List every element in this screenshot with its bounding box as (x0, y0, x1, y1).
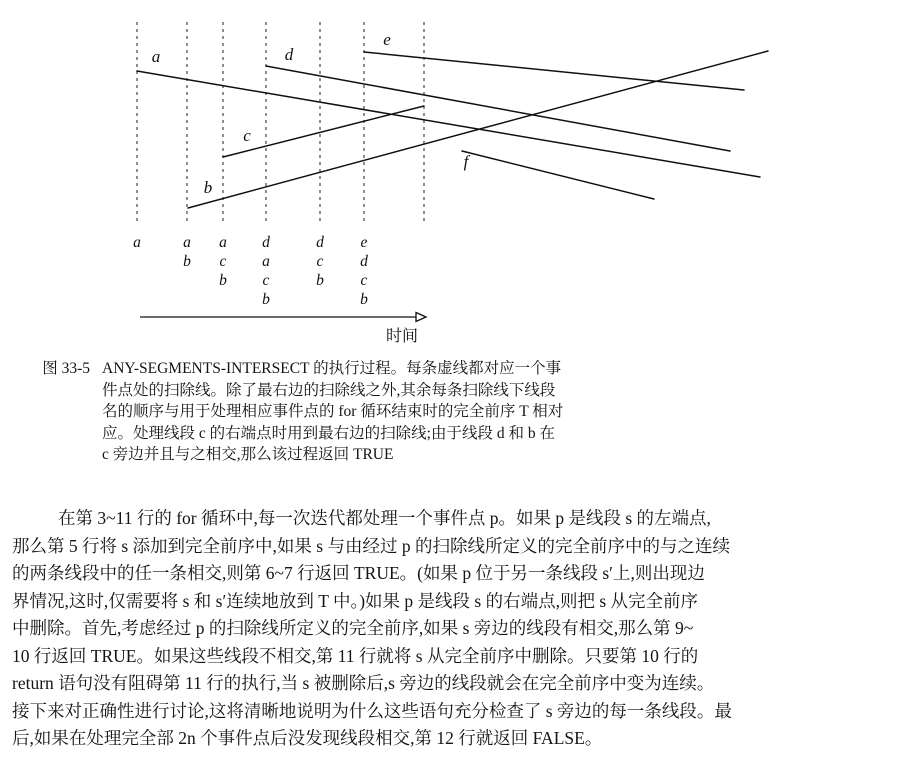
column-4-label-2: b (316, 272, 324, 289)
segment-e (364, 52, 744, 90)
column-1-label-1: b (183, 253, 191, 270)
segments-group (137, 51, 768, 208)
column-5-label-0: e (360, 234, 368, 251)
body-line-2: 的两条线段中的任一条相交,则第 6~7 行返回 TRUE。(如果 p 位于另一条线段 s′上,则出现边 (12, 563, 705, 583)
caption-number: 图 33-5 (42, 360, 90, 377)
segment-labels-group (152, 30, 471, 197)
column-4-label-0: d (316, 234, 324, 251)
figure-canvas (0, 0, 907, 350)
caption-line-4: c 旁边并且与之相交,那么该过程返回 TRUE (102, 446, 394, 463)
segment-label-c: c (243, 126, 251, 145)
caption-first-row (0, 358, 907, 466)
column-5-label-1: d (360, 253, 368, 270)
segment-label-d: d (284, 45, 294, 64)
body-line-7: 接下来对正确性进行讨论,这将清晰地说明为什么这些语句充分检查了 s 旁边的每一条线段。最 (12, 700, 732, 721)
column-3-label-0: d (262, 234, 270, 251)
segment-f (462, 151, 654, 199)
time-axis-arrowhead (416, 313, 426, 322)
caption-body (102, 358, 602, 466)
segment-label-f: f (463, 152, 469, 171)
sweep-lines-group (137, 22, 424, 222)
figure-any-segments-intersect (0, 0, 907, 350)
column-5-label-3: b (360, 291, 368, 308)
body-line-0: 在第 3~11 行的 for 循环中,每一次迭代都处理一个事件点 p。如果 p 是线段 s 的左端点, (58, 508, 711, 528)
caption-line-1: 件点处的扫除线。除了最右边的扫除线之外,其余每条扫除线下线段 (102, 381, 556, 399)
segment-label-b: b (203, 178, 213, 197)
column-3-label-2: c (262, 272, 270, 289)
column-3-label-3: b (262, 291, 270, 308)
caption-line-2: 名的顺序与用于处理相应事件点的 for 循环结束时的完全前序 T 相对 (102, 403, 564, 420)
column-3-label-1: a (262, 253, 270, 270)
segment-label-e: e (383, 30, 391, 49)
column-4-label-1: c (316, 253, 324, 270)
body-paragraph (0, 505, 907, 753)
column-labels-group (133, 234, 368, 308)
column-2-label-1: c (219, 253, 227, 270)
segment-b (188, 51, 768, 208)
column-1-label-0: a (183, 234, 191, 251)
body-line-8: 后,如果在处理完全部 2n 个事件点后没发现线段相交,第 12 行就返回 FALSE。 (12, 728, 603, 748)
segment-c (223, 106, 424, 157)
body-line-1: 那么第 5 行将 s 添加到完全前序中,如果 s 与由经过 p 的扫除线所定义的完全前序中的与之连续 (12, 535, 730, 556)
segment-label-a: a (151, 47, 161, 66)
caption-line-3: 应。处理线段 c 的右端点时用到最右边的扫除线;由于线段 d 和 b 在 (102, 424, 555, 442)
body-line-3: 界情况,这时,仅需要将 s 和 s′连续地放到 T 中。)如果 p 是线段 s 的右端点,则把 s 从完全前序 (12, 590, 699, 611)
time-axis-label: 时间 (385, 328, 419, 345)
caption-line-0: ANY-SEGMENTS-INTERSECT 的执行过程。每条虚线都对应一个事 (102, 360, 562, 377)
body-line-4: 中删除。首先,考虑经过 p 的扫除线所定义的完全前序,如果 s 旁边的线段有相交,那么第 9~ (12, 618, 694, 638)
column-0-label-0: a (133, 234, 141, 251)
figure-caption (0, 358, 907, 466)
column-2-label-0: a (219, 234, 227, 251)
column-5-label-2: c (360, 272, 368, 289)
body-line-5: 10 行返回 TRUE。如果这些线段不相交,第 11 行就将 s 从完全前序中删除。只要第 10 行的 (12, 645, 699, 666)
time-axis-group (140, 313, 426, 346)
body-line-6: return 语句没有阻碍第 11 行的执行,当 s 被删除后,s 旁边的线段就会在完全前序中变为连续。 (12, 673, 715, 693)
segment-a (137, 71, 760, 177)
segment-d (266, 66, 730, 151)
column-2-label-2: b (219, 272, 227, 289)
